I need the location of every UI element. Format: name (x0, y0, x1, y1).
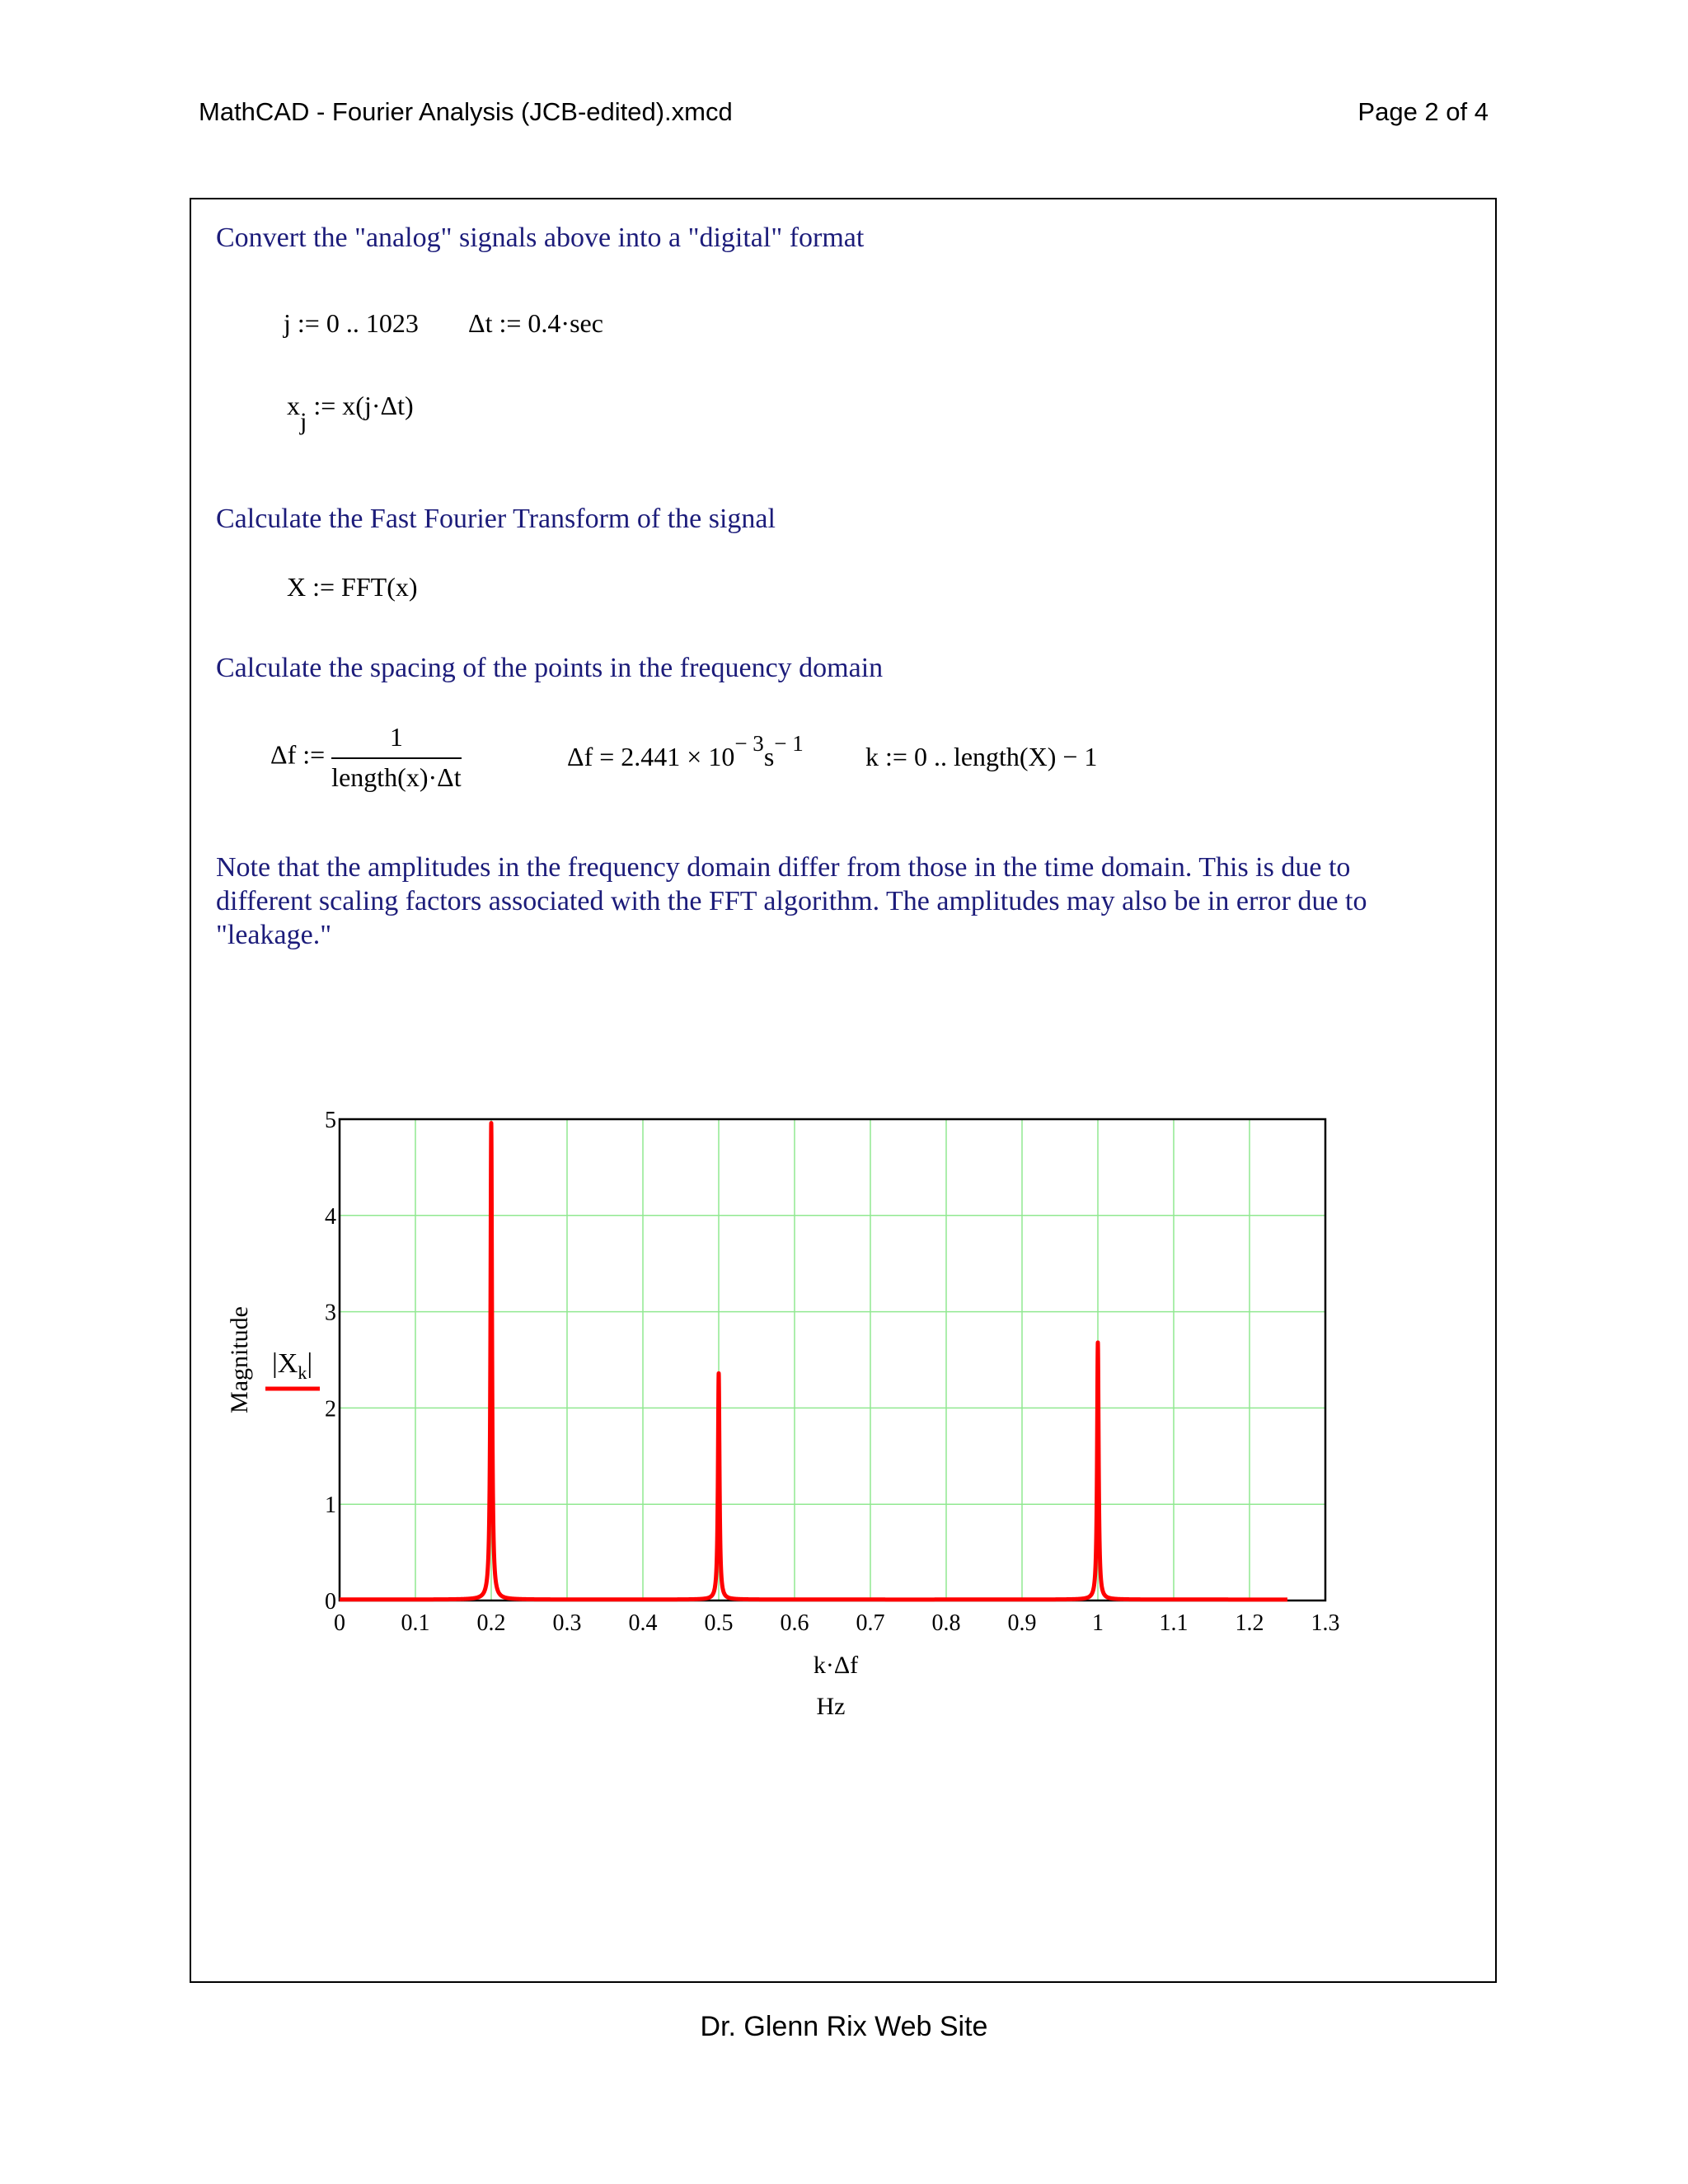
x-tick-label: 0.2 (476, 1610, 506, 1636)
x-tick-label: 1.3 (1311, 1610, 1340, 1636)
df-result-main: Δf = 2.441 × 10 (567, 742, 735, 771)
x-tick-label: 0.1 (401, 1610, 430, 1636)
x-tick-label: 1.1 (1159, 1610, 1189, 1636)
note-amplitudes: Note that the amplitudes in the frequency domain differ from those in the time domain. This is due to different scaling factors associated with the FFT algorithm. The amplitudes may also be in error due to "leakage." (216, 852, 1367, 950)
xj-lhs: x (287, 391, 300, 420)
note-spacing: Calculate the spacing of the points in the frequency domain (216, 653, 884, 683)
df-result-exponent: − 3 (734, 731, 764, 756)
y-tick-label: 5 (325, 1108, 336, 1133)
note-fft: Calculate the Fast Fourier Transform of the signal (216, 504, 776, 534)
fft-definition: X := FFT(x) (287, 572, 418, 602)
x-tick-label: 0.5 (704, 1610, 734, 1636)
x-tick-label: 0 (334, 1610, 345, 1636)
df-result-unit: s (763, 742, 775, 771)
page-number: Page 2 of 4 (1357, 97, 1489, 126)
df-denominator: length(x)·Δt (331, 762, 462, 792)
worksheet-frame (190, 198, 1497, 1983)
trace-legend-main: |X (272, 1348, 298, 1379)
y-tick-label: 0 (325, 1589, 336, 1615)
x-tick-label: 0.3 (552, 1610, 582, 1636)
x-tick-label: 0.9 (1007, 1610, 1037, 1636)
df-definition (270, 722, 462, 793)
x-tick-label: 0.7 (856, 1610, 885, 1636)
xj-rhs: := x(j·Δt) (313, 391, 414, 420)
trace-legend-close: | (307, 1348, 313, 1379)
df-numerator: 1 (331, 722, 461, 759)
trace-legend-sub: k (298, 1362, 307, 1383)
df-lhs: Δf := (270, 739, 326, 770)
note-convert: Convert the "analog" signals above into a "digital" format (216, 223, 865, 253)
j-range-definition: j := 0 .. 1023 (284, 308, 419, 338)
y-tick-label: 1 (325, 1493, 336, 1519)
y-tick-label: 3 (325, 1300, 336, 1326)
x-tick-label: 0.4 (628, 1610, 658, 1636)
y-axis-label: Magnitude (226, 1306, 253, 1413)
df-result-unit-exponent: − 1 (774, 731, 804, 756)
k-range-definition: k := 0 .. length(X) − 1 (865, 742, 1098, 771)
y-tick-label: 2 (325, 1396, 336, 1422)
x-tick-label: 0.6 (780, 1610, 809, 1636)
document-filename: MathCAD - Fourier Analysis (JCB-edited).xmcd (199, 97, 733, 126)
x-axis-label: k·Δf (813, 1652, 859, 1679)
dt-definition: Δt := 0.4·sec (468, 308, 603, 338)
df-result (567, 731, 804, 772)
page-footer: Dr. Glenn Rix Web Site (700, 2011, 988, 2042)
xj-definition (287, 391, 414, 435)
x-tick-label: 1.2 (1235, 1610, 1264, 1636)
x-axis-unit: Hz (816, 1693, 846, 1720)
df-fraction (331, 722, 461, 793)
x-tick-label: 1 (1092, 1610, 1104, 1636)
x-tick-label: 0.8 (931, 1610, 961, 1636)
y-tick-label: 4 (325, 1203, 336, 1230)
xj-subscript: j (300, 408, 307, 435)
